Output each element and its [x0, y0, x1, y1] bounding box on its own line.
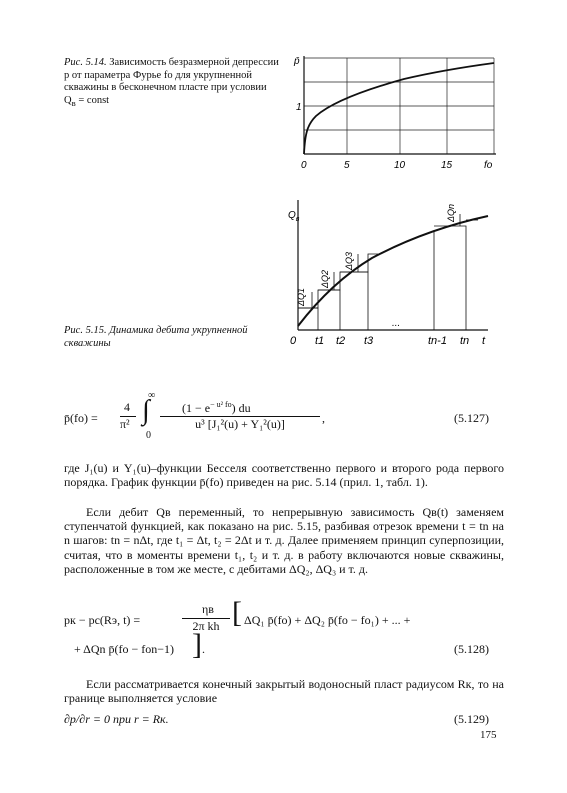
bracket-close: ] — [192, 628, 202, 661]
eq-text: ∂p/∂r = 0 при r = Rк. — [64, 712, 169, 726]
integral-sign: ∫ — [142, 395, 150, 426]
eq-lhs: pк − pс(Rэ, t) = — [64, 613, 141, 627]
page-number: 175 — [480, 729, 497, 741]
caption-sub: в — [71, 97, 76, 108]
x-tick: tn — [460, 335, 470, 347]
x-tick: 0 — [301, 160, 307, 171]
eq-coef-num: 4 — [124, 400, 130, 414]
eq-trail: , — [322, 411, 325, 425]
ellipsis: ... — [392, 318, 401, 329]
x-tick: 5 — [344, 160, 350, 171]
eq-lhs: p̄(fo) = — [64, 411, 98, 425]
caption-text: Зависимость безразмерной депрессии p от параметра Фурье fo для укрупненной скважины в бесконечном пласте при условии Q — [64, 57, 279, 106]
y-tick-1: 1 — [296, 102, 302, 113]
caption-text: Динамика дебита укрупненной скважины — [64, 325, 248, 349]
x-tick: t2 — [336, 335, 346, 347]
eq-line2: + ΔQn p̄(fo − fon−1) — [74, 642, 175, 656]
y-axis-label: $Q_в$ — [288, 210, 300, 223]
eq-frac-den: 2π kh — [182, 618, 230, 634]
equation-number: (5.129) — [454, 712, 489, 726]
curve-p-fo — [304, 63, 494, 154]
y-axis-label: p̄ — [294, 56, 300, 67]
eq-upper: ∞ — [148, 390, 156, 401]
equation-5-127 — [64, 390, 504, 444]
eq-num: $(1 - e^{- u^2 fo})$ du — [182, 400, 251, 415]
paragraph-boundary: Если рассматривается конечный закрытый водоносный пласт радиусом Rк, то на границе выполняется условие — [64, 677, 504, 706]
equation-5-128 — [64, 596, 504, 666]
x-tick: 15 — [441, 160, 453, 171]
delta-arrows — [312, 214, 460, 308]
equation-5-129 — [64, 712, 504, 728]
x-tick: 10 — [394, 160, 406, 171]
caption-tail: = const — [78, 94, 110, 106]
x-tick: 0 — [290, 335, 297, 347]
x-tick: t3 — [364, 335, 374, 347]
equation-number: (5.128) — [454, 642, 489, 656]
paragraph-bessel: где J₁(u) и Y₁(u)–функции Бесселя соответственно первого и второго рода первого порядка. График функции p̄(fo) приведен на рис. 5.14 (прил. 1, табл. 1). — [64, 461, 504, 490]
caption-label: Рис. 5.15. — [64, 325, 107, 336]
eq-coef-den: π² — [120, 416, 136, 432]
paragraph-superposition: Если дебит Qв переменный, то непрерывную зависимость Qв(t) заменяем ступенчатой функцией, как показано на рис. 5.15, разбивая отрезок времени t = tn на n шагов: tn = nΔt, где t₁ = Δt, t₂ = 2Δt и т. д. Далее применяем принцип суперпозиции, считая, что в моменты времени t₁, t₂ и т. д. в работу включаются новые скважины, расположенные в том же месте, с дебитами ΔQ₂, ΔQ₃ и т. д. — [64, 505, 504, 576]
step-label: ΔQ2 — [320, 269, 330, 288]
figure-5-15-caption — [64, 325, 274, 350]
caption-label: Рис. 5.14. — [64, 57, 107, 68]
eq-lower: 0 — [146, 430, 151, 441]
step-label: ΔQn — [446, 203, 456, 222]
x-tick: t — [482, 335, 486, 347]
x-axis-label: fo — [484, 160, 493, 171]
equation-number: (5.127) — [454, 411, 489, 425]
eq-period: . — [202, 642, 205, 656]
figure-5-14-caption — [64, 57, 279, 109]
x-tick: t1 — [315, 335, 325, 347]
figure-5-15-chart — [282, 196, 508, 348]
step-label: ΔQ3 — [344, 251, 354, 270]
x-tick: tn-1 — [428, 335, 447, 347]
eq-den: u³ [J₁²(u) + Y₁²(u)] — [160, 416, 320, 432]
eq-bracket-content: ΔQ₁ p̄(fo) + ΔQ₂ p̄(fo − fo₁) + ... + — [244, 613, 411, 627]
figure-5-14-chart — [284, 52, 504, 180]
bracket-open: [ — [232, 596, 242, 629]
eq-frac-num: ηв — [202, 602, 214, 616]
step-label: ΔQ1 — [296, 287, 306, 306]
